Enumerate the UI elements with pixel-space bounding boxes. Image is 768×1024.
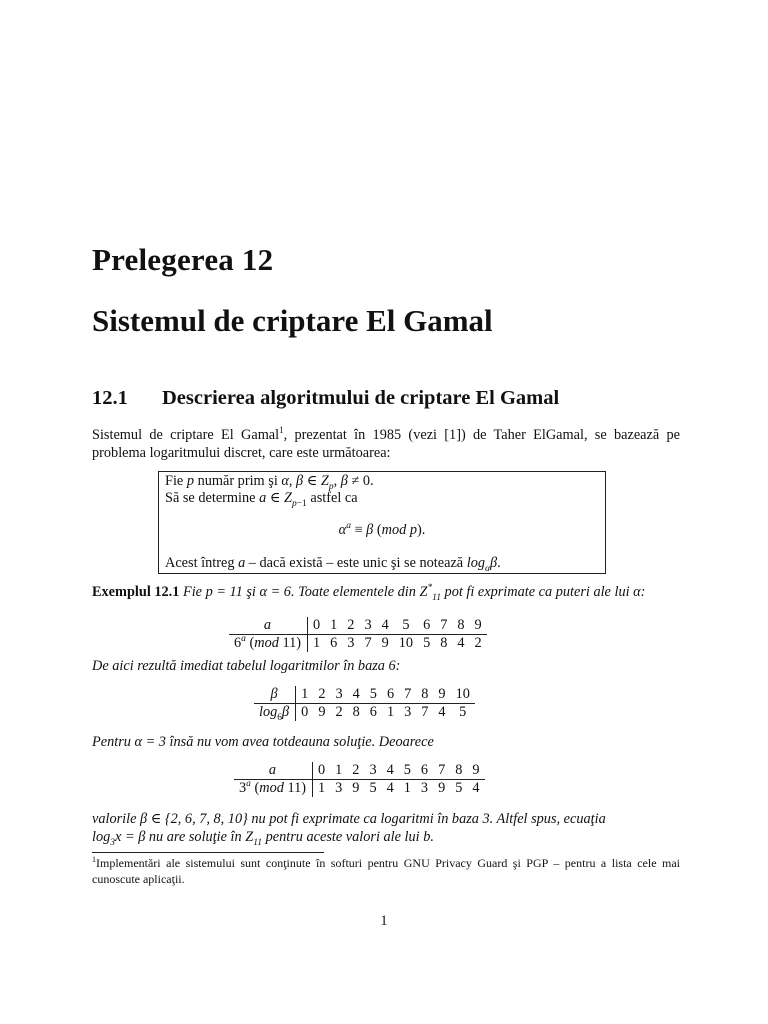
page-number: 1 xyxy=(380,913,388,929)
table-cell: 3 xyxy=(347,635,355,651)
after-table2-text: Pentru α = 3 însă nu vom avea totdeauna soluţie. Deoarece xyxy=(92,734,434,750)
row-label: $\log_6\beta$ xyxy=(254,704,296,722)
table-cell: 3 xyxy=(330,686,347,704)
row-label: a xyxy=(234,762,312,780)
powers-table-base-6 xyxy=(229,617,487,652)
table-cell: 8 xyxy=(440,635,448,651)
table-cell: 0 xyxy=(312,762,330,780)
table-cell: 9 xyxy=(352,780,360,796)
powers-table-base-3 xyxy=(234,762,485,797)
table-cell: 0 xyxy=(301,704,309,720)
table-cell: 1 xyxy=(317,780,326,796)
table-cell: 1 xyxy=(296,686,314,704)
example-paragraph xyxy=(92,583,680,601)
table-cell: 1 xyxy=(386,704,395,720)
table-cell: 6 xyxy=(416,762,433,780)
table-cell: 6 xyxy=(330,635,338,651)
footnote-text: Implementări ale sistemului sunt conţinute în softuri pentru GNU Privacy Guard şi PGP – pentru a lista cele mai cunoscute aplicaţii. xyxy=(92,856,680,886)
table-cell: 2 xyxy=(474,635,482,651)
table-cell: 5 xyxy=(459,704,467,720)
table-cell: 2 xyxy=(335,704,343,720)
table-cell: 7 xyxy=(364,635,372,651)
section-number: 12.1 xyxy=(92,387,128,409)
definition-line-4: Acest întreg a – dacă există – este unic şi se notează $\log_\alpha\beta$. xyxy=(165,555,501,574)
table-cell: 8 xyxy=(416,686,433,704)
definition-formula: $\alpha^a \equiv \beta$ (mod p). xyxy=(338,521,426,538)
table-cell: 9 xyxy=(470,617,487,635)
footnote-marker: 1 xyxy=(279,425,284,436)
after-table3-line-2: $\log_3x = \beta$ nu are soluţie în $Z_{11}$ pentru aceste valori ale lui b. xyxy=(92,829,434,848)
table-cell: 5 xyxy=(369,780,377,796)
table-cell: 5 xyxy=(365,686,382,704)
table-row xyxy=(254,686,475,704)
table-cell: 5 xyxy=(423,635,431,651)
table-cell: 8 xyxy=(352,704,360,720)
row-label: a xyxy=(229,617,307,635)
table-cell: 3 xyxy=(335,780,343,796)
table-row xyxy=(234,762,485,780)
table-cell: 3 xyxy=(420,780,429,796)
table-cell: 4 xyxy=(438,704,446,720)
after-table1-text: De aici rezultă imediat tabelul logaritmilor în baza 6: xyxy=(92,658,401,674)
definition-line-2: Să se determine a ∈ $Z_{p-1}$ astfel ca xyxy=(165,490,358,509)
table-row xyxy=(229,635,487,653)
table-cell: 4 xyxy=(457,635,465,651)
table-cell: 3 xyxy=(364,762,381,780)
table-cell: 9 xyxy=(467,762,484,780)
table-cell: 2 xyxy=(313,686,330,704)
table-cell: 2 xyxy=(347,762,364,780)
table-cell: 4 xyxy=(348,686,365,704)
table-cell: 4 xyxy=(382,762,399,780)
table-cell: 6 xyxy=(369,704,377,720)
table-cell: 9 xyxy=(318,704,326,720)
table-cell: 9 xyxy=(433,686,450,704)
table-cell: 2 xyxy=(342,617,359,635)
after-table3-line-1: valorile β ∈ {2, 6, 7, 8, 10} nu pot fi exprimate ca logaritmi în baza 3. Altfel spus, ecuaţia xyxy=(92,811,606,827)
table-cell: 7 xyxy=(433,762,450,780)
footnote-rule xyxy=(92,852,324,853)
table-cell: 4 xyxy=(472,780,480,796)
table-cell: 4 xyxy=(377,617,394,635)
chapter-label: Prelegerea 12 xyxy=(92,242,274,277)
table-cell: 6 xyxy=(382,686,399,704)
footnote-mark: 1 xyxy=(92,855,96,864)
table-cell: 10 xyxy=(398,635,414,651)
table-cell: 5 xyxy=(455,780,463,796)
table-cell: 7 xyxy=(435,617,452,635)
table-cell: 9 xyxy=(438,780,446,796)
definition-line-1: Fie p număr prim şi α, β ∈ $Z_p$, β ≠ 0. xyxy=(165,473,374,492)
table-cell: 3 xyxy=(404,704,412,720)
intro-paragraph xyxy=(92,426,680,462)
chapter-title: Sistemul de criptare El Gamal xyxy=(92,303,493,338)
example-text: Fie p = 11 şi α = 6. Toate elementele din $Z^*_{11}$ pot fi exprimate ca puteri ale lui α: xyxy=(182,583,646,603)
table-cell: 6 xyxy=(418,617,435,635)
row-label: β xyxy=(254,686,296,704)
intro-text-b: , prezentat în 1985 (vezi [1]) de Taher ElGamal, se bazează pe problema logaritmului discret, care este următoarea: xyxy=(92,427,680,461)
table-row xyxy=(229,617,487,635)
definition-box xyxy=(158,471,606,574)
table-cell: 3 xyxy=(359,617,376,635)
table-cell: 7 xyxy=(399,686,416,704)
table-cell: 0 xyxy=(307,617,325,635)
table-cell: 1 xyxy=(403,780,411,796)
table-row xyxy=(254,704,475,722)
table-row xyxy=(234,780,485,798)
footnote xyxy=(92,855,680,887)
table-cell: 1 xyxy=(312,635,321,651)
table-cell: 5 xyxy=(399,762,416,780)
table-cell: 8 xyxy=(452,617,469,635)
section-title: Descrierea algoritmului de criptare El Gamal xyxy=(162,387,560,409)
table-cell: 1 xyxy=(325,617,342,635)
table-cell: 9 xyxy=(381,635,389,651)
row-label: 6$^a$ (mod 11) xyxy=(229,635,307,653)
row-label: 3$^a$ (mod 11) xyxy=(234,780,312,798)
table-cell: 5 xyxy=(394,617,418,635)
intro-text-a: Sistemul de criptare El Gamal xyxy=(92,427,280,443)
table-cell: 10 xyxy=(451,686,475,704)
table-cell: 4 xyxy=(386,780,394,796)
table-cell: 7 xyxy=(421,704,429,720)
table-cell: 1 xyxy=(330,762,347,780)
example-label: Exemplul 12.1 xyxy=(92,584,180,600)
log-table-base-6 xyxy=(254,686,475,721)
after-table3-text xyxy=(92,810,680,846)
table-cell: 8 xyxy=(450,762,467,780)
